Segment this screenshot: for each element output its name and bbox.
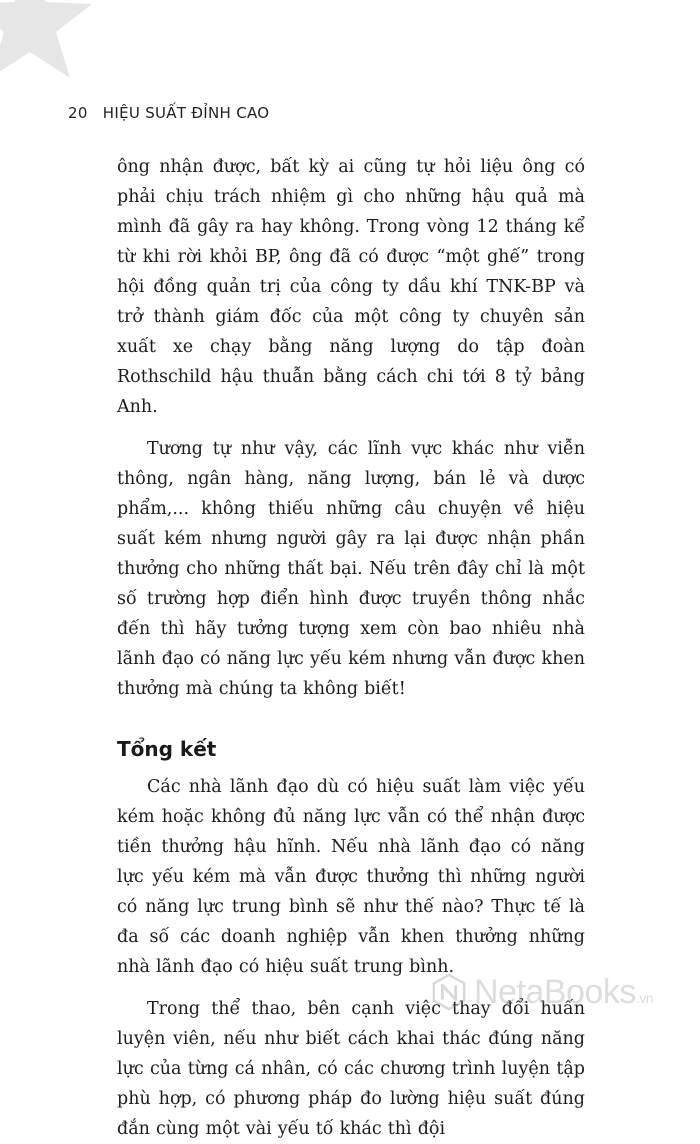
paragraph-summary: Các nhà lãnh đạo dù có hiệu suất làm việc yếu kém hoặc không đủ năng lực vẫn có thể nhận được tiền thưởng hậu hĩnh. Nếu nhà lãnh đạo có năng lực yếu kém mà vẫn được thưởng thì những người có năng lực trung bình sẽ như thế nào? Thực tế là đa số các doanh nghiệp vẫn khen thưởng những nhà lãnh đạo có hiệu suất trung bình.	[117, 777, 585, 977]
paragraph-industries: Tương tự như vậy, các lĩnh vực khác như viễn thông, ngân hàng, năng lượng, bán lẻ và dược phẩm,... không thiếu những câu chuyện về hiệu suất kém nhưng người gây ra lại được nhận phần thưởng cho những thất bại. Nếu trên đây chỉ là một số trường hợp điển hình được truyền thông nhắc đến thì hãy tưởng tượng xem còn bao nhiêu nhà lãnh đạo có năng lực yếu kém nhưng vẫn được khen thưởng mà chúng ta không biết!	[117, 439, 585, 699]
page-number: 20	[68, 104, 88, 122]
section-heading-summary: Tổng kết	[117, 737, 217, 761]
paragraph-sports: Trong thể thao, bên cạnh việc thay đổi huấn luyện viên, nếu như biết cách khai thác đúng năng lực của từng cá nhân, có các chương trình luyện tập phù hợp, có phương pháp đo lường hiệu suất đúng đắn cùng một vài yếu tố khác thì đội	[117, 999, 585, 1139]
watermark-brand-text: NetaBooks.vn	[474, 972, 654, 1011]
running-title: HIỆU SUẤT ĐỈNH CAO	[102, 104, 270, 122]
paragraph-continuation: ông nhận được, bất kỳ ai cũng tự hỏi liệu ông có phải chịu trách nhiệm gì cho những hậu quả mà mình đã gây ra hay không. Trong vòng 12 tháng kể từ khi rời khỏi BP, ông đã có được “một ghế” trong hội đồng quản trị của công ty dầu khí TNK-BP và trở thành giám đốc của một công ty chuyên sản xuất xe chạy bằng năng lượng do tập đoàn Rothschild hậu thuẫn bằng cách chi tới 8 tỷ bảng Anh.	[117, 157, 585, 417]
running-header	[68, 104, 269, 122]
netabooks-logo-icon	[430, 973, 468, 1011]
netabooks-watermark	[430, 966, 653, 1018]
